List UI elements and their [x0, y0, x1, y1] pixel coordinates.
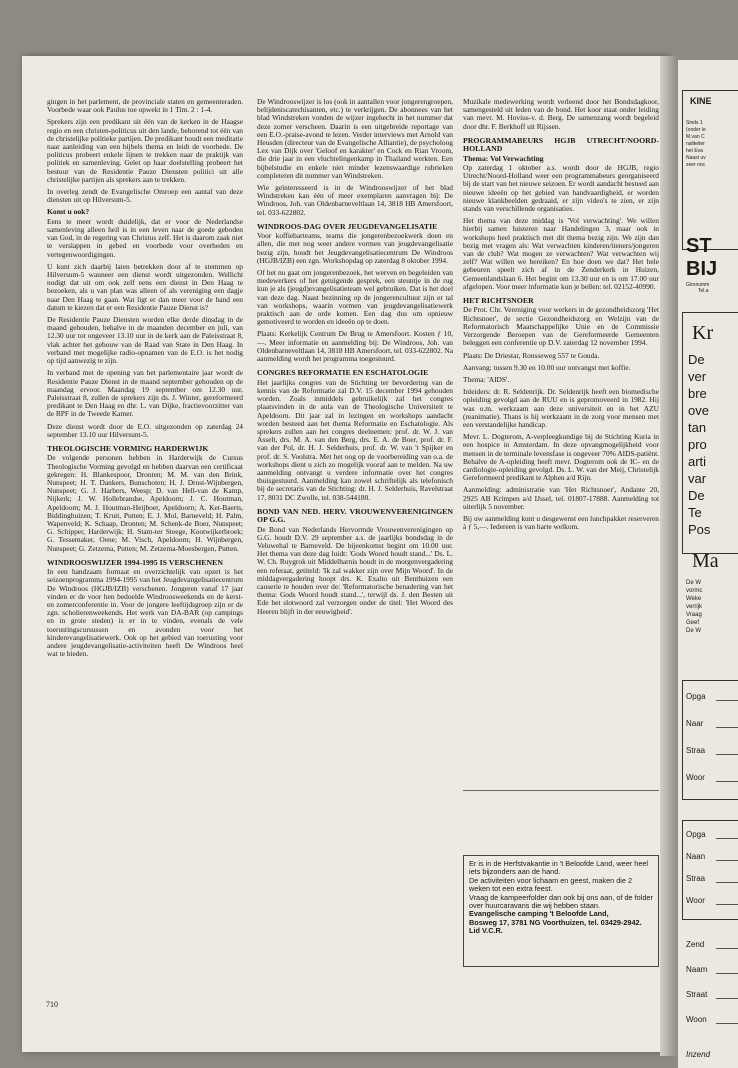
paragraph: De volgende personen hebben in Harderwijk de Cursus Theologische Vorming gevolgd en hebben daarvan een certificaat gekregen: H. Blankespoor, Dronten; M. M. van den Brink, Nunspeet; H. T. Dankers, Bunschoten; H. J. Drost-Wijnbergen, Nunspeet; G. J. Harbers, Weesp; D. van Hell-van de Kamp, Nijkerk; J. W. Hollebrandse, Apeldoorn; J. C. Houtman, Apeldoorn; M. J. Houtman-Heijboer, Apeldoorn; A. Ket-Baerts, Biddinghuizen; T. Kruit, Putten; E. J. Mol, Barneveld; H. Palm, Wapenveld; K. Schaap, Dronten; M. Schenk-de Boer, Nunspeet; G. Schipper, Harderwijk; H. Stam-ter Steege, Kootwijkerbroek; G. Tessemaker, Oene; M. Visch, Apeldoorn; H. Wijnbergen, Nunspeet; G. Zetzema, Putten; M. Zetzema-Moesbergen, Putten.: [47, 453, 243, 553]
adjacent-snippet: Weke: [686, 596, 702, 602]
paragraph: De Prot. Chr. Vereniging voor werkers in de gezondheidszorg 'Het Richtsnoer', de sectie Gezondheidszorg en Welzijn van de Reformatorisch Maatschappelijke Unie en de Commissie Verzorgende Beroepen van de Gereformeerde Gemeenten beleggen een conferentie op D.V. zaterdag 12 november 1994.: [463, 305, 659, 348]
form-field-line: [716, 838, 738, 839]
paragraph: Op zaterdag 1 oktober a.s. wordt door de HGJB, regio Utrecht/Noord-Holland weer een programmabeurs georganiseerd bij de start van het nieuwe seizoen. Er wordt aandacht besteed aan nieuwe ideeën op het gebied van handvaardigheid, er worden nieuwe klankbeelden gedraaid, er zijn video's te zien, er zijn stands van verschillende organisaties.: [463, 163, 659, 214]
column-2: [257, 98, 453, 878]
paragraph: De Bond van Nederlands Hervormde Vrouwenverenigingen op G.G. houdt D.V. 29 september a.s. de jaarlijks bondsdag in de Veluwehal te Barneveld. De bijeenkomst begint om 10.00 uur. Het thema van deze dag luidt: 'Gods Woord houdt stand...' Ds. L. W. Ch. Ruygrok uit Middelharnis houdt in de morgenvergadering een referaat, getiteld: 'Ik zal wakker zijn over Mijn Woord'. In de middagvergadering hoopt drs. K. Exalto uit Benthuizen een causerie te houden over de: 'Reformatorische benadering van het thema: Gods Woord houdt stand...', terwijl ds. J. den Besten uit Ede het slotwoord zal verzorgen onder de titel: 'Het Woord des Heeren blijft in der eeuwigheid'.: [257, 524, 453, 616]
adjacent-snippet: pro: [688, 437, 707, 452]
advert-line: Bosweg 17, 3781 NG Voorthuizen, tel. 03429-2942. Lid V.C.R.: [469, 917, 642, 936]
paragraph: Het thema van deze middag is 'Vol verwachting'. We willen hierbij samen luisteren naar Handelingen 3, maar ook in workshops heel praktisch met dit thema bezig zijn. We zijn dan bezig met vragen als: Wat verwachten kinderen/tieners/jongeren van de club? Wat mogen ze verwachten? Wat verwachten wij zelf? Wat willen we bereiken? En hoe doen we dat? Het hele gebeuren speelt zich af in de Zenderkerk in Huizen, Gemeenlandslaan 6. Het begint om 13.30 uur en is om 17.00 uur afgelopen. Voor meer informatie kun je bellen: tel. 02152-40990.: [463, 216, 659, 291]
form-field-line: [716, 860, 738, 861]
section-heading: CONGRES REFORMATIE EN ESCHATOLOGIE: [257, 368, 429, 378]
paragraph: Bij uw aanmelding kunt u desgewenst een lunchpakket reserveren à ƒ 5,—. Iedereen is van harte welkom.: [463, 513, 659, 532]
adjacent-snippet: vormc: [686, 588, 703, 594]
adjacent-snippet: bre: [688, 386, 707, 401]
adjacent-big-text: BIJ: [686, 258, 718, 280]
advert-line: Vraag de kampeerfolder dan ook bij ons aan, of de folder over huurcaravans die wij hebben staan.: [469, 892, 653, 911]
adjacent-heading: Ma: [692, 550, 719, 572]
adjacent-header: KINE: [690, 96, 712, 106]
page-gutter: [660, 56, 678, 1056]
divider: [463, 790, 659, 791]
paragraph: Deze dienst wordt door de E.O. uitgezonden op zaterdag 24 september 13.10 uur Hilversum-5.: [47, 421, 243, 439]
adjacent-box-1: [682, 90, 738, 250]
form-field-label: Woor: [686, 896, 705, 905]
adjacent-snippet: De: [688, 352, 705, 367]
adjacent-snippet: var: [688, 471, 707, 486]
section-heading: BOND VAN NED. HERV. VROUWENVERENIGINGEN OP G.G.: [257, 506, 453, 525]
form-field-label: Zend: [686, 940, 705, 949]
form-field-label: Opga: [686, 830, 706, 839]
advert-line: Evangelische camping 't Beloofde Land,: [469, 909, 609, 919]
section-heading: WINDROOSWIJZER 1994-1995 IS VERSCHENEN: [47, 557, 223, 567]
adjacent-snippet: het Eva: [686, 148, 703, 154]
page-number: 710: [46, 1000, 58, 1009]
form-field-line: [716, 754, 738, 755]
section-heading: HET RICHTSNOER: [463, 296, 534, 306]
paragraph: Muzikale medewerking wordt verleend door het Bondsdagkoor, samengesteld uit leden van de bond. Het koor staat onder leiding van mevr. M. Hovius-v. d. Berg. De samenzang wordt begeleid door dhr. F. Berkhoff uit Rijssen.: [463, 98, 659, 131]
paragraph: Mevr. L. Dogterom, A-verpleegkundige bij de Stichting Kuria in een hospice in Amsterdam. In deze opvangmogelijkheid voor mensen in de terminale levensfase is ongeveer 70% AIDS-patiënt. Behalve de A-opleiding heeft mevr. Dogterom ook de IC- en de cardiologie-opleiding gevolgd. Ds. L. W. van der Meij, Christelijk Gereformeerd predikant te Alphen a/d Rijn.: [463, 432, 659, 483]
form-field-label: Naan: [686, 852, 706, 861]
adjacent-snippet: zeer noc: [686, 162, 706, 168]
paragraph: Aanmelding: administratie van 'Het Richtsnoer', Andante 20, 2925 AB Krimpen a/d IJssel, tel. 01807-17888. Aanmelding tot uiterlijk 5 november.: [463, 485, 659, 511]
paragraph: Thema: 'AIDS'.: [463, 374, 510, 384]
paragraph: In verband met de opening van het parlementaire jaar wordt de Residentie Pauze Dienst in de maand september gehouden op de maandag ervoor. Maandag 19 september om 12.30 uur, Paleisstraat 8, zullen de sprekers zijn ds. J. Winter, gereformeerd predikant te Den Haag en dhr. L. van Dijke, fractievoorzitter van de RPF in de Tweede Kamer.: [47, 368, 243, 419]
form-field-line: [716, 948, 738, 949]
form-field-label: Straa: [686, 746, 706, 755]
paragraph: In overleg zendt de Evangelische Omroep een aantal van deze diensten uit op Hilversum-5.: [47, 187, 243, 205]
adjacent-snippet: De W: [686, 580, 701, 586]
paragraph: Het jaarlijks congres van de Stichting ter bevordering van de kennis van de Reformatie zal D.V. 15 december 1994 gehouden worden. Zoals inmiddels gebruikelijk zal het congres plaatsvinden in de aula van de Theologische Universiteit te Apeldoorn. Dit jaar zal in lezingen en workshops aandacht worden besteed aan het thema Reformatie en Eschatologie. Als sprekers zullen aan het congres deelnemen: prof. dr. W. J. van Asselt, drs. M. A. van den Berg, drs. E. A. de Boer, prof. dr. F. van der Pol, dr. H. J. Selderhuis, prof. dr. W. van 't Spijker en prof. dr. S. Voolstra. Met het oog op de voorbereiding van o.a. de workshops dient u zich zo mogelijk vooraf aan te melden. Na uw aanmelding ontvangt u verdere informatie over het congres thuisgestuurd. Aanmelding kan zowel schriftelijk als telefonisch bij de secretaris van de Stichting: dr. H. J. Selderhuis, Ravelstraat 17, 8031 DC Zwolle, tel. 038-544180.: [257, 377, 453, 502]
adjacent-snippet: naliteiter: [686, 141, 705, 147]
paragraph: gingen in het parlement, de provinciale staten en gemeenteraden. Voorbede waar ook Paulus toe opwekt in 1 Tim. 2 : 1-4.: [47, 98, 243, 115]
adjacent-snippet: Pos: [688, 522, 711, 537]
paragraph: De Windrooswijzer is los (ook in aantallen voor jongerengroepen, belijdeniscatechisanten, etc.) te verkrijgen. De abonnees van het blad Windstreken vonden de wijzer ingehecht in het nummer dat deze zomer verscheen. Daarin is een uitgebreide reportage van een E.O.-praise-avond te lezen. Verder interviews met Arnold van Heusden (directeur van de Evangelische Alliantie), de psycholoog Lex van Dijk over 'Geloof en karakter' en Cock en Rian Vroom, die drie jaar in een vluchtelingenkamp in Thailand werkten. Een bijbelstudie en enkele niet minder lezenswaardige rubrieken completeren dit nummer van Windstreken.: [257, 98, 453, 180]
paragraph: Voor koffiebarteams, teams die jongerenbezoekwerk doen en allen, die met nog weer andere vormen van jeugdevangelisatie bezig zijn, houdt het Jeugdevangelisatiecentrum De Windroos (HGJB/IZB) een zgn. Workshopdag op zaterdag 8 oktober 1994.: [257, 231, 453, 265]
paragraph: Plaats: De Driestar, Ronsseweg 557 te Gouda.: [463, 350, 600, 360]
adjacent-snippet: ove: [688, 403, 709, 418]
adjacent-snippet: Naast uv: [686, 155, 706, 161]
form-field-line: [716, 882, 738, 883]
paragraph: Inleiders: dr. R. Seldenrijk. Dr. Seldenrijk heeft een biomedische opleiding gevolgd aan de RUU en is gepromoveerd in 1982. Hij was o.m. werkzaam aan deze universiteit en in het AZU (reanimatie). Thans is hij werkzaam in de zorg voor mensen met een verstandelijke handicap.: [463, 387, 659, 429]
adjacent-snippet: Vraag: [686, 612, 702, 618]
advert-line: Er is in de Herfstvakantie in 't Beloofde Land, weer heel iets bijzonders aan de hand.: [469, 859, 649, 877]
paragraph: Aanvang: tussen 9.30 en 10.00 uur ontvangst met koffie.: [463, 362, 631, 372]
adjacent-snippet: Te: [688, 505, 702, 520]
adjacent-small-text: Tel.a: [698, 288, 709, 294]
form-field-line: [716, 700, 738, 701]
column-1: [47, 98, 243, 928]
adjacent-snippet: M.van C: [686, 134, 705, 140]
adjacent-footer: Inzend: [686, 1050, 711, 1059]
adjacent-snippet: Geef: [686, 620, 700, 626]
form-field-label: Opga: [686, 692, 706, 701]
form-field-line: [716, 727, 738, 728]
adjacent-snippet: De W: [686, 628, 701, 634]
form-field-label: Straat: [686, 990, 708, 999]
adjacent-page: [678, 60, 738, 1068]
form-field-line: [716, 781, 738, 782]
paragraph: Plaats: Kerkelijk Centrum De Brug te Amersfoort. Kosten ƒ 10,—. Meer informatie en aanmelding bij: De Windroos, Joh. van Oldenbarneveltlaan 14, 3818 HB Amersfoort, tel. 033-622802. Na aanmelding wordt het programma toegestuurd.: [257, 329, 453, 364]
form-field-line: [716, 973, 738, 974]
advert-line: De activiteiten voor lichaam en geest, maken die 2 weken tot een extra feest.: [469, 875, 633, 894]
paragraph: In een handzaam formaat en overzichtelijk van opzet is het seizoenprogramma 1994-1995 van het Jeugdevangelisatiecentrum De Windroos (HGJB/IZB) verschenen. Jongeren vanaf 17 jaar vinden er de voor hen bedoelde Windroosweekends en de kerst- en zomerconferentie in. Voor de jongere leeftijdsgroep zijn er de zgn. scholierenweekends. Het werk van DA-BAR (op campings en in grote steden) is er in te vinden, evenals de vele toerustingscursussen en avonden voor het kinderevangelisatiewerk. Ook op het gebied van toerusting voor andere jeugdevangelisatie-activiteiten heeft De Windroos heel wat te bieden.: [47, 567, 243, 659]
form-field-line: [716, 1023, 738, 1024]
form-field-label: Woor: [686, 773, 705, 782]
adjacent-snippet: ver: [688, 369, 707, 384]
section-heading: WINDROOS-DAG OVER JEUGDEVANGELISATIE: [257, 221, 438, 231]
adjacent-snippet: De: [688, 488, 705, 503]
form-field-label: Naar: [686, 719, 704, 728]
paragraph: U kunt zich daarbij laten betrekken door af te stemmen op Hilversum-5 wanneer een dienst wordt uitgezonden. Wellicht nodigt dat uit om ook zelf eens een dienst in Den Haag te bezoeken, als u van plan was alleen of als vereniging een dagje naar Den Haag te gaan. Wat ligt er dan meer voor de hand een datum te kiezen dat er een Residentie Pauze Dienst is?: [47, 261, 243, 312]
camping-advertisement: [463, 855, 659, 967]
form-field-label: Woon: [686, 1015, 707, 1024]
adjacent-heading: Kr: [692, 322, 714, 344]
section-heading: PROGRAMMABEURS HGJB UTRECHT/NOORD-HOLLAND: [463, 135, 659, 154]
adjacent-snippet: (onder le: [686, 127, 706, 133]
subheading: Komt u ook?: [47, 207, 90, 217]
subheading: Thema: Vol Verwachting: [463, 153, 544, 163]
adjacent-snippet: arti: [688, 454, 707, 469]
adjacent-snippet: tan: [688, 420, 707, 435]
paragraph: Wie geïnteresseerd is in de Windrooswijzer of het blad Windstreken kan één of meer exemplaren aanvragen bij: De Windroos, Joh. van Oldenbarneveltlaan 14, 3818 HB Amersfoort, tel. 033-622802.: [257, 183, 453, 217]
form-field-label: Straa: [686, 874, 706, 883]
paragraph: Of het nu gaat om jongerenbezoek, het werven en begeleiden van medewerkers of het getuigende gesprek, een steuntje in de rug kun je als (jeugd)evangelisatieteam wel gebruiken. Dat is het doel van deze dag. Naast bezinning op de jongerencultuur zijn er tal van workshops, waarin vormen van jeugdevangelisatiewerk praktisch aan de orde komen. Een dag dus om opnieuw gemotiveerd te worden en ideeën op te doen.: [257, 268, 453, 327]
paragraph: Sprekers zijn een predikant uit één van de kerken in de Haagse regio en een christen-politicus uit den lande, behorend tot één van de christelijke politieke partijen. De predikant houdt een meditatie naar aanleiding van een bijbels thema en leidt de voorbede. De politicus probeert enkele lijnen te trekken naar de praktijk van politiek en samenleving. Gelet op haar doelstelling probeert het bestuur van de Residentie Pauze Diensten politici uit alle christelijke partijen als sprekers aan te trekken.: [47, 117, 243, 184]
form-field-line: [716, 998, 738, 999]
adjacent-small-text: Gironumm: [686, 282, 710, 288]
paragraph: Eens te meer wordt duidelijk, dat er voor de Nederlandse samenleving alleen heil is in een leven naar de goede geboden van God, in de regering van Christus zelf. Het is daarom zaak niet te verslappen in gebed en voorbede voor overheden en vertegenwoordigingen.: [47, 216, 243, 259]
paragraph: De Residentie Pauze Diensten worden elke derde dinsdag in de maand gehouden, behalve in de maanden december en juli, van 12.30 uur tot ongeveer 13.10 uur in de kerk aan de Paleisstraat 8, vlak achter het gebouw van de Raad van State in Den Haag. In verband met mogelijke radio-opnamen van de E.O. is het nodig op tijd aanwezig te zijn.: [47, 315, 243, 366]
adjacent-snippet: verrijk: [686, 604, 702, 610]
adjacent-big-text: ST: [686, 235, 712, 257]
form-field-line: [716, 904, 738, 905]
form-field-label: Naam: [686, 965, 708, 974]
adjacent-snippet: Sinds 1: [686, 120, 703, 126]
section-heading: THEOLOGISCHE VORMING HARDERWIJK: [47, 443, 209, 453]
column-3: [463, 98, 659, 838]
